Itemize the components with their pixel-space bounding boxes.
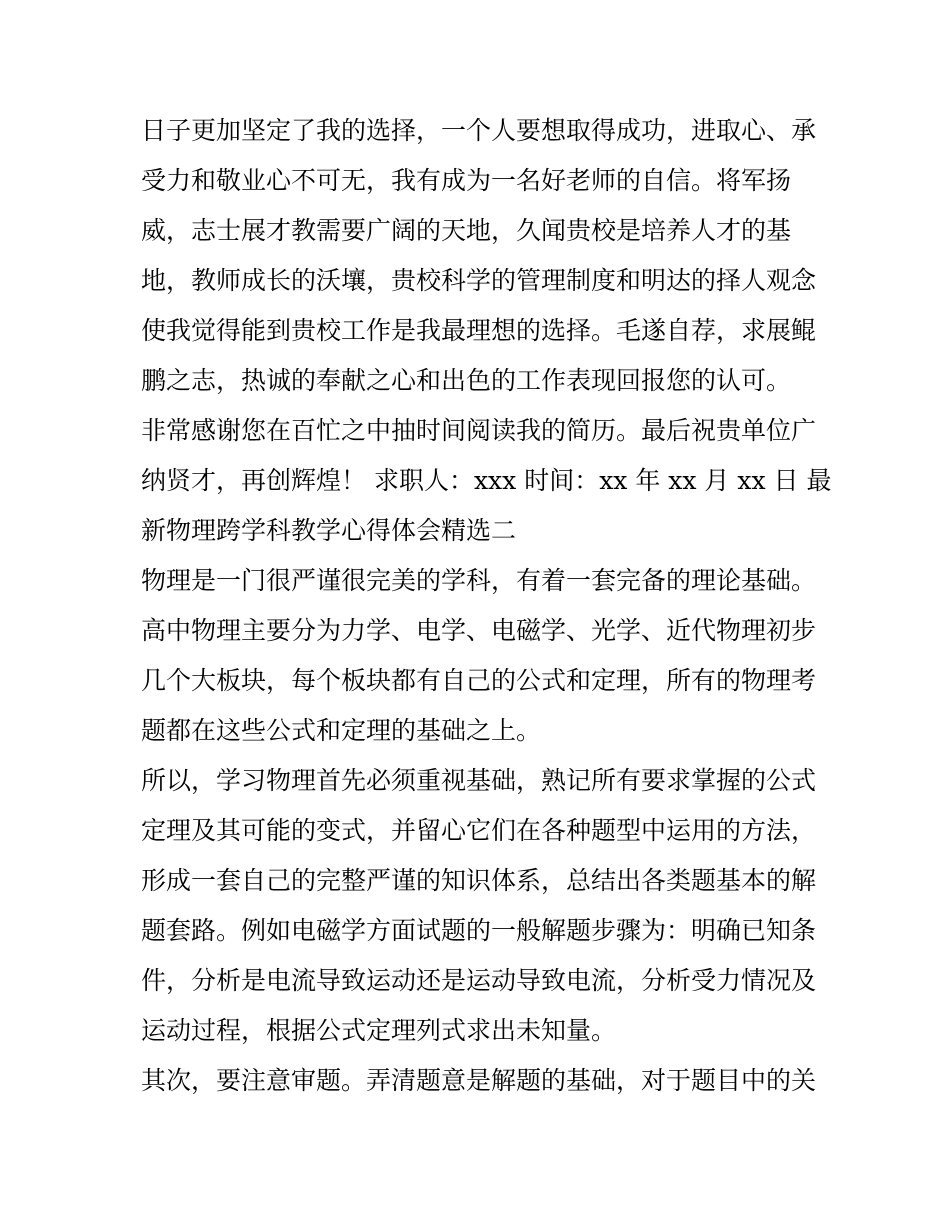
- text-line: 受力和敬业心不可无，我有成为一名好老师的自信。将军扬: [141, 166, 792, 195]
- document-body: [141, 106, 832, 1106]
- text-line: 日子更加坚定了我的选择，一个人要想取得成功，进取心、承: [141, 116, 817, 145]
- text-line: 鹏之志，热诚的奉献之心和出色的工作表现回报您的认可。: [141, 366, 792, 395]
- text-line: 定理及其可能的变式，并留心它们在各种题型中运用的方法，: [141, 816, 817, 845]
- text-line: 地，教师成长的沃壤，贵校科学的管理制度和明达的择人观念: [141, 266, 817, 295]
- text-line: 纳贤才，再创辉煌！ 求职人：xxx 时间：xx 年 xx 月 xx 日 最: [141, 466, 832, 495]
- text-line: 新物理跨学科教学心得体会精选二: [141, 516, 517, 545]
- text-line: 件，分析是电流导致运动还是运动导致电流，分析受力情况及: [141, 966, 817, 995]
- text-line: 几个大板块，每个板块都有自己的公式和定理，所有的物理考: [141, 666, 817, 695]
- text-line: 其次，要注意审题。弄清题意是解题的基础，对于题目中的关: [141, 1066, 817, 1095]
- text-line: 高中物理主要分为力学、电学、电磁学、光学、近代物理初步: [141, 616, 817, 645]
- text-line: 物理是一门很严谨很完美的学科，有着一套完备的理论基础。: [141, 566, 817, 595]
- text-line: 题套路。例如电磁学方面试题的一般解题步骤为：明确已知条: [141, 916, 817, 945]
- text-line: 威，志士展才教需要广阔的天地，久闻贵校是培养人才的基: [141, 216, 792, 245]
- text-line: 题都在这些公式和定理的基础之上。: [141, 716, 542, 745]
- text-line: 非常感谢您在百忙之中抽时间阅读我的简历。最后祝贵单位广: [141, 416, 817, 445]
- text-line: 形成一套自己的完整严谨的知识体系，总结出各类题基本的解: [141, 866, 817, 895]
- text-line: 使我觉得能到贵校工作是我最理想的选择。毛遂自荐，求展鲲: [141, 316, 817, 345]
- text-line: 所以，学习物理首先必须重视基础，熟记所有要求掌握的公式: [141, 766, 817, 795]
- text-line: 运动过程，根据公式定理列式求出未知量。: [141, 1016, 617, 1045]
